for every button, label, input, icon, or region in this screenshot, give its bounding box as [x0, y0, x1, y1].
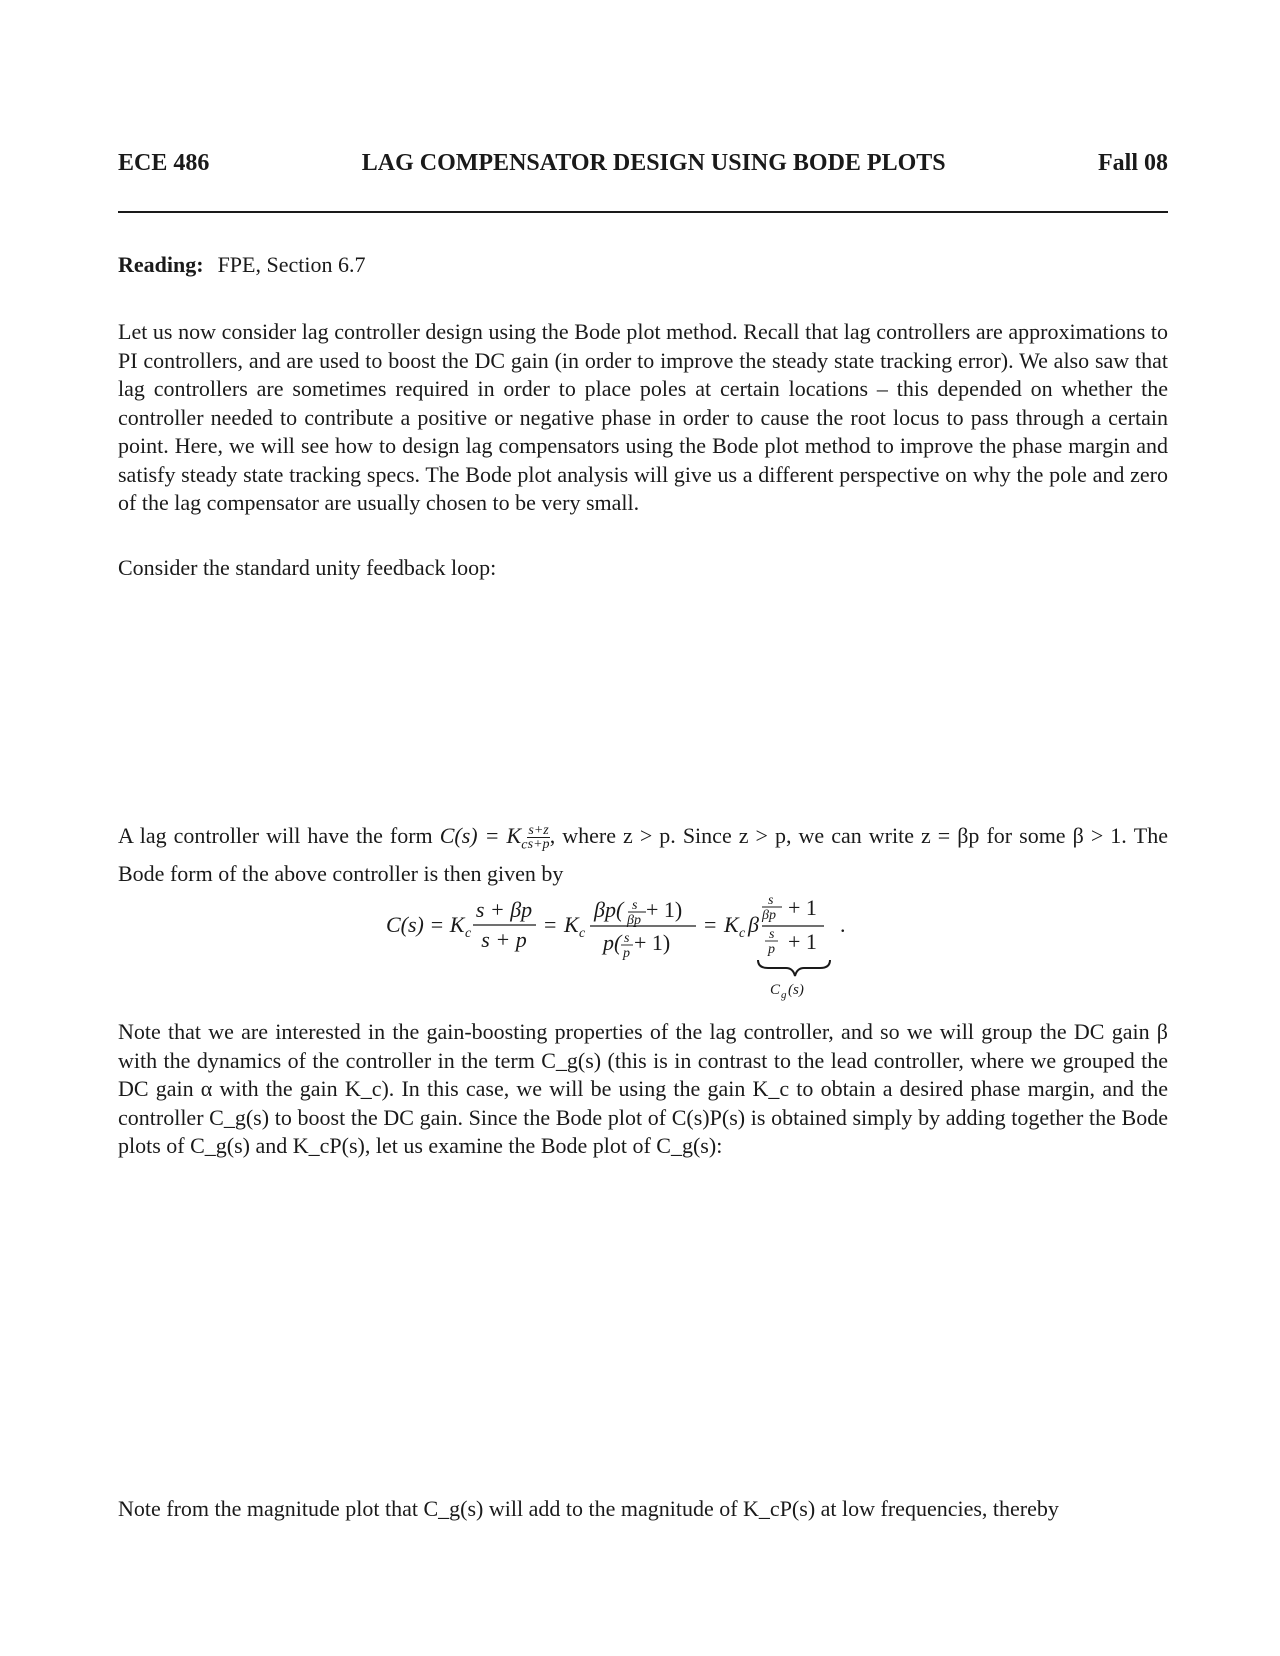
eq-k2-sub: c — [579, 926, 586, 941]
lag-form-text-a: A lag controller will have the form — [118, 823, 440, 848]
eq-t3-den-tail: + 1 — [788, 929, 817, 954]
eq-k3: K — [724, 912, 739, 937]
eq-lhs: C(s) = K — [386, 912, 465, 937]
eq-t2-den-fn: s — [624, 931, 630, 946]
lag-form-sub-c: c — [521, 837, 528, 853]
eq-lhs-sub: c — [465, 926, 472, 941]
eq-k2: K — [564, 912, 579, 937]
eq-t2-den: p( — [603, 930, 622, 955]
eq-t3-num-tail: + 1 — [788, 895, 817, 920]
document-page — [118, 0, 1168, 1656]
eq-t2-num-fd: βp — [627, 913, 641, 928]
lag-form-cs: C(s) = K — [439, 823, 522, 848]
eq-t3-den-fd: p — [768, 942, 775, 957]
eq-t2-den-fd: p — [623, 946, 630, 961]
reading-label: Reading: — [118, 252, 204, 277]
consider-paragraph: Consider the standard unity feedback loop: — [118, 555, 497, 580]
eq-t2-num-tail: + 1) — [646, 897, 683, 922]
eq-underbrace — [758, 960, 830, 976]
eq-t2-num-fn: s — [632, 898, 638, 913]
eq-t1-num: s + βp — [475, 897, 533, 922]
eq-equals-2: = — [704, 912, 717, 937]
reading-line — [118, 252, 365, 278]
eq-t3-num-fn: s — [768, 893, 774, 908]
bode-plot-figure-area — [118, 1200, 1168, 1480]
eq-t2-num: βp( — [594, 897, 624, 922]
intro-paragraph: Let us now consider lag controller design using the Bode plot method. Recall that lag controllers are approximations to PI controllers, and are used to boost the DC gain (in order to improve the steady state tracking error). We also saw that lag controllers are sometimes required in order to place poles at certain locations – this depended on whether the controller needed to contribute a positive or negative phase in order to cause the root locus to pass through a certain point. Here, we will see how to design lag compensators using the Bode plot method to improve the phase margin and satisfy steady state tracking specs. The Bode plot analysis will give us a different perspective on why the pole and zero of the lag compensator are usually chosen to be very small. — [118, 319, 1168, 515]
lag-form-fraction — [527, 824, 549, 851]
eq-equals-1: = — [544, 912, 557, 937]
lag-form-num: s+z — [528, 823, 549, 839]
eq-t3-den-fn: s — [769, 927, 775, 942]
eq-t1-den: s + p — [481, 927, 527, 952]
feedback-loop-figure-area — [118, 600, 1168, 810]
eq-brace-label: C — [770, 982, 781, 998]
document-title: LAG COMPENSATOR DESIGN USING BODE PLOTS — [361, 150, 946, 176]
eq-t3-num-fd: βp — [762, 908, 776, 923]
equation-svg — [118, 884, 1168, 1004]
eq-k3-sub: c — [739, 926, 746, 941]
bode-form-equation — [118, 884, 1168, 1004]
eq-t2-den-tail: + 1) — [634, 930, 671, 955]
note-paragraph-1: Note that we are interested in the gain-boosting properties of the lag controller, and so we will group the DC gain β with the dynamics of the controller in the term C_g(s) (this is in contrast to the lead controller, where we grouped the DC gain α with the gain K_c). In this case, we will be using the gain K_c to obtain a desired phase margin, and the controller C_g(s) to boost the DC gain. Since the Bode plot of C(s)P(s) is obtained simply by adding together the Bode plots of C_g(s) and K_cP(s), let us examine the Bode plot of C_g(s): — [118, 1019, 1168, 1158]
course-code: ECE 486 — [118, 150, 210, 176]
header-rule — [118, 211, 1168, 213]
lag-form-den: s+p — [527, 837, 550, 853]
reading-value: FPE, Section 6.7 — [217, 252, 366, 277]
eq-brace-sub: g — [781, 989, 787, 1001]
eq-period: . — [840, 912, 846, 937]
eq-beta: β — [748, 912, 759, 937]
term-label: Fall 08 — [1098, 150, 1168, 176]
note-paragraph-2: Note from the magnitude plot that C_g(s) will add to the magnitude of K_cP(s) at low frequencies, thereby — [118, 1496, 1059, 1521]
lag-form-text-b: , where z > p. Since z > p, we can write z = βp for some β > 1. The Bode form of the above controller is then given by — [118, 823, 1169, 886]
eq-brace-arg: (s) — [788, 982, 804, 998]
lag-form-paragraph — [118, 822, 1168, 888]
page-header — [118, 150, 1168, 186]
